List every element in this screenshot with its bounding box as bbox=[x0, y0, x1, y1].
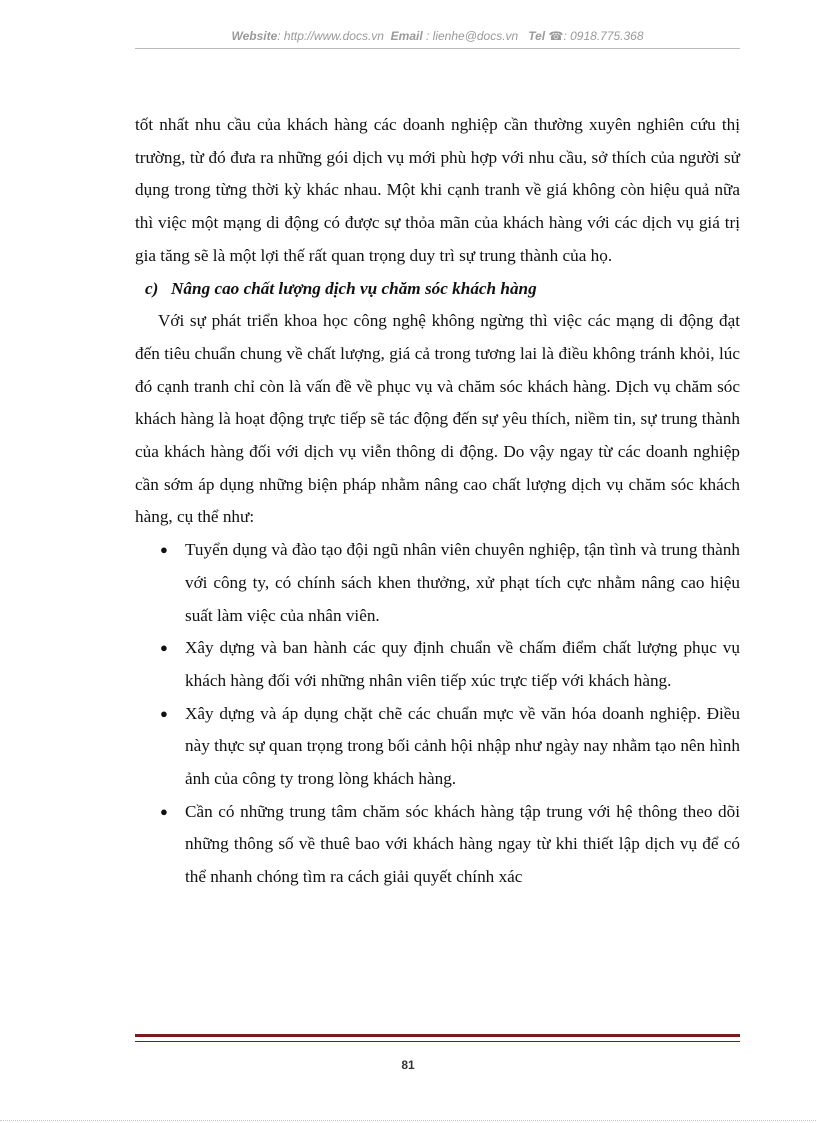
list-item bbox=[135, 534, 740, 632]
bullet-icon: ● bbox=[160, 705, 168, 721]
list-item bbox=[135, 796, 740, 894]
tel-value: : 0918.775.368 bbox=[563, 29, 644, 43]
page-number: 81 bbox=[401, 1058, 415, 1072]
email-label: Email bbox=[390, 29, 423, 43]
list-item bbox=[135, 698, 740, 796]
website-label: Website bbox=[231, 29, 278, 43]
section-heading bbox=[135, 273, 740, 306]
list-item-text: Xây dựng và ban hành các quy định chuẩn về chấm điểm chất lượng phục vụ khách hàng đối với những nhân viên tiếp xúc trực tiếp với khách hàng. bbox=[185, 638, 740, 690]
bullet-icon: ● bbox=[160, 803, 168, 819]
phone-icon: ☎ bbox=[548, 29, 564, 43]
list-item-text: Xây dựng và áp dụng chặt chẽ các chuẩn mực về văn hóa doanh nghiệp. Điều này thực sự quan trọng trong bối cảnh hội nhập như ngày nay nhằm tạo nên hình ảnh của công ty trong lòng khách hàng. bbox=[185, 703, 740, 789]
list-item-text: Cần có những trung tâm chăm sóc khách hàng tập trung với hệ thông theo dõi những thông số về thuê bao với khách hàng ngay từ khi thiết lập dịch vụ để có thể nhanh chóng tìm ra cách giải quyết chính xác bbox=[185, 801, 740, 887]
email-value: : lienhe@docs.vn bbox=[426, 29, 519, 43]
section-marker: c) bbox=[145, 278, 159, 298]
intro-paragraph: tốt nhất nhu cầu của khách hàng các doanh nghiệp cần thường xuyên nghiên cứu thị trường, từ đó đưa ra những gói dịch vụ mới phù hợp với nhu cầu, sở thích của người sử dụng trong từng thời kỳ khác nhau. Một khi cạnh tranh về giá không còn hiệu quả nữa thì việc một mạng di động có được sự thỏa mãn của khách hàng với các dịch vụ giá trị gia tăng sẽ là một lợi thế rất quan trọng duy trì sự trung thành của họ. bbox=[135, 115, 740, 265]
list-item bbox=[135, 632, 740, 697]
bullet-icon: ● bbox=[160, 542, 168, 558]
list-item-text: Tuyển dụng và đào tạo đội ngũ nhân viên chuyên nghiệp, tận tình và trung thành với công ty, có chính sách khen thưởng, xử phạt tích cực nhằm nâng cao hiệu suất làm việc của nhân viên. bbox=[185, 540, 740, 625]
footer-divider bbox=[135, 1034, 740, 1042]
section-heading-text: Nâng cao chất lượng dịch vụ chăm sóc khách hàng bbox=[171, 278, 537, 298]
bullet-icon: ● bbox=[160, 640, 168, 656]
page-header bbox=[135, 26, 740, 49]
section-paragraph: Với sự phát triển khoa học công nghệ không ngừng thì việc các mạng di động đạt đến tiêu chuẩn chung về chất lượng, giá cả trong tương lai là điều không tránh khỏi, lúc đó cạnh tranh chỉ còn là vấn đề về phục vụ và chăm sóc khách hàng. Dịch vụ chăm sóc khách hàng là hoạt động trực tiếp sẽ tác động đến sự yêu thích, niềm tin, sự trung thành của khách hàng đối với dịch vụ viễn thông di động. Do vậy ngay từ các doanh nghiệp cần sớm áp dụng những biện pháp nhằm nâng cao chất lượng dịch vụ chăm sóc khách hàng, cụ thể như: bbox=[135, 311, 740, 527]
website-value: : http://www.docs.vn bbox=[277, 29, 384, 43]
page-edge-divider bbox=[0, 1120, 816, 1121]
document-body bbox=[135, 109, 740, 894]
bullet-list bbox=[135, 534, 740, 894]
tel-label: Tel bbox=[528, 29, 546, 43]
